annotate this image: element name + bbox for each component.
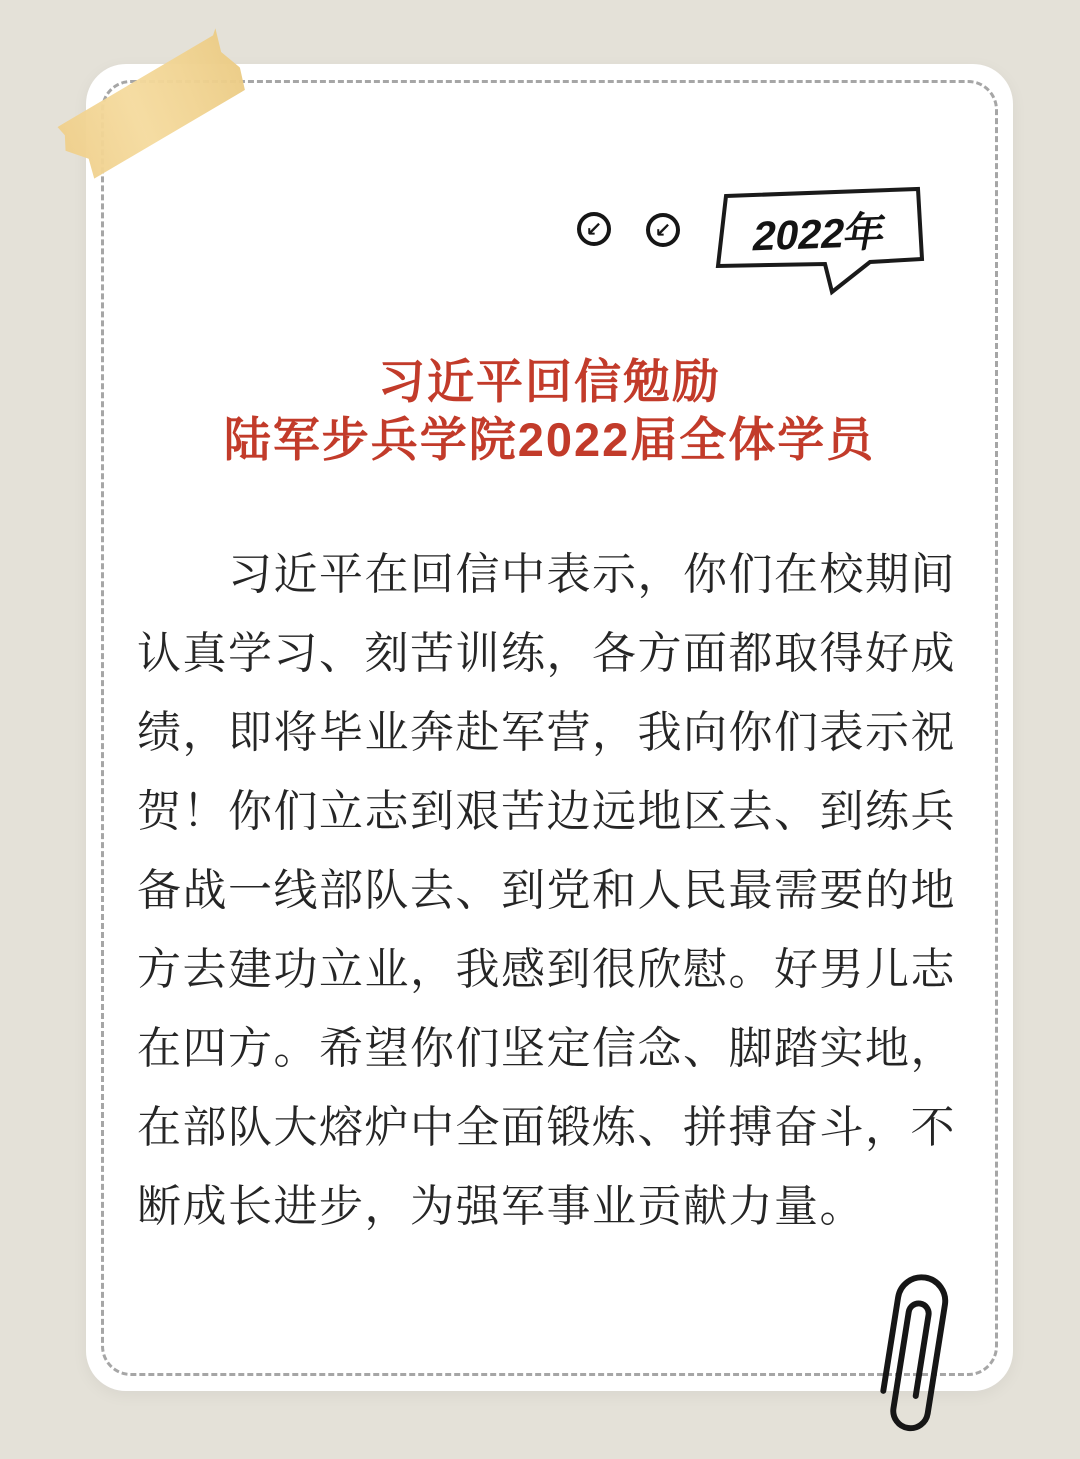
title-line-1: 习近平回信勉励 — [378, 355, 721, 408]
circled-arrow-icon — [577, 212, 611, 246]
body-line: 习近平在回信中表示，你们在校期间 — [137, 550, 956, 599]
body-line: 在部队大熔炉中全面锻炼、拼搏奋斗，不 — [137, 1103, 956, 1152]
body-line: 备战一线部队去、到党和人民最需要的地 — [137, 866, 956, 915]
arrow-down-left-glyph: ↙ — [585, 217, 603, 241]
arrow-down-left-glyph: ↙ — [654, 218, 672, 242]
body-line: 方去建功立业，我感到很欣慰。好男儿志 — [137, 945, 956, 994]
title-line-2: 陆军步兵学院2022届全体学员 — [223, 413, 876, 466]
body-line: 在四方。希望你们坚定信念、脚踏实地， — [137, 1024, 956, 1073]
year-badge-label: 2022年 — [749, 208, 890, 260]
body-line: 断成长进步，为强军事业贡献力量。 — [137, 1182, 865, 1231]
article-body — [137, 535, 982, 1246]
year-speech-bubble — [712, 186, 928, 304]
body-line: 贺！你们立志到艰苦边远地区去、到练兵 — [137, 787, 956, 836]
body-line: 认真学习、刻苦训练，各方面都取得好成 — [137, 629, 956, 678]
article-title — [86, 353, 1013, 469]
circled-arrow-icon — [646, 213, 680, 247]
body-line: 绩，即将毕业奔赴军营，我向你们表示祝 — [137, 708, 956, 757]
